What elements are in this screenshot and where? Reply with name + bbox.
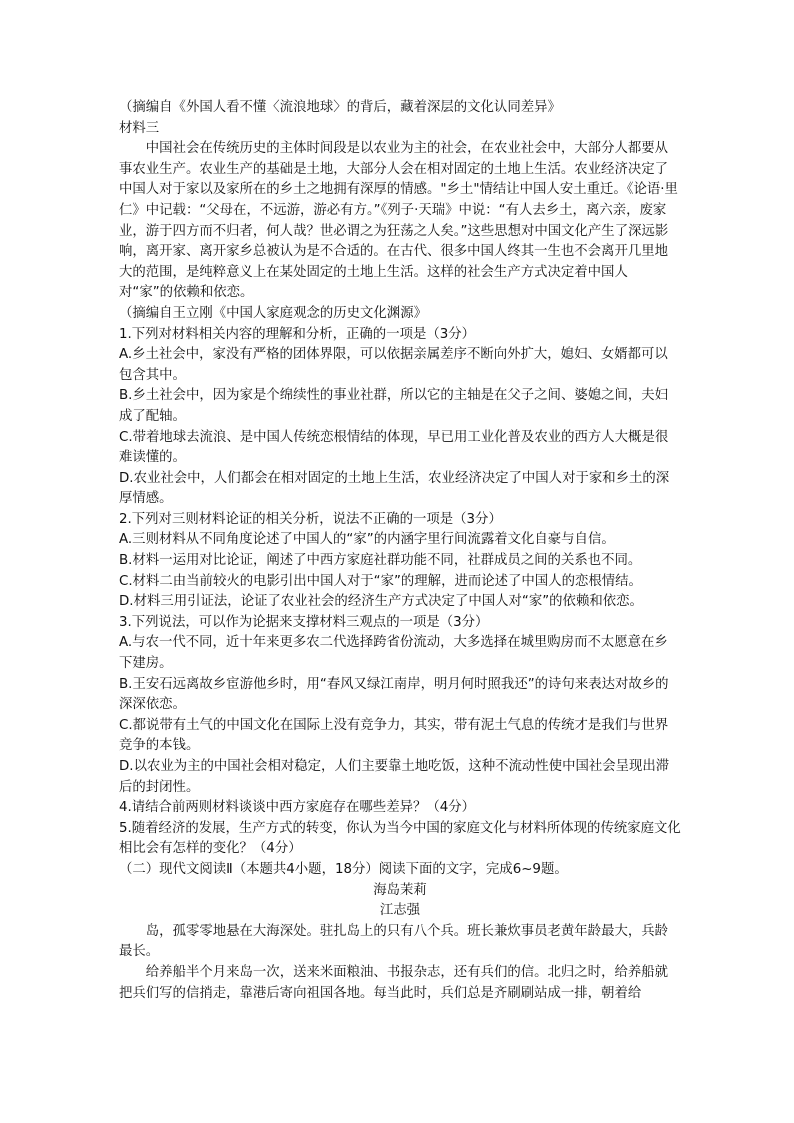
- question-3-option-d: D.以农业为主的中国社会相对稳定，人们主要靠土地吃饭，这种不流动性使中国社会呈现出滞后的封闭性。: [119, 759, 670, 795]
- question-3-option-c: C.都说带有土气的中国文化在国际上没有竞争力，其实，带有泥土气息的传统才是我们与世界竞争的本钱。: [119, 717, 669, 754]
- question-3: 3.下列说法，可以作为论据来支撑材料三观点的一项是（3分）: [119, 614, 489, 630]
- story-paragraph-2: 给养船半个月来岛一次，送来米面粮油、书报杂志，还有兵们的信。北归之时，给养船就把兵们写的信捎走，靠港后寄向祖国各地。每当此时，兵们总是齐刷刷站成一排，朝着给: [119, 964, 669, 1001]
- question-1-option-c: C.带着地球去流浪、是中国人传统恋根情结的体现，早已用工业化普及农业的西方人大概是很难读懂的。: [119, 429, 669, 466]
- question-4: 4.请结合前两则材料谈谈中西方家庭存在哪些差异？（4分）: [119, 800, 476, 816]
- question-5: 5.随着经济的发展，生产方式的转变，你认为当今中国的家庭文化与材料所体现的传统家庭文化相比会有怎样的变化？（4分）: [119, 820, 681, 857]
- question-1: 1.下列对材料相关内容的理解和分析，正确的一项是（3分）: [119, 326, 476, 342]
- question-2-option-a: A.三则材料从不同角度论述了中国人的“家”的内涵字里行间流露着文化自豪与自信。: [119, 532, 615, 548]
- question-2: 2.下列对三则材料论证的相关分析，说法不正确的一项是（3分）: [119, 511, 502, 527]
- question-3-option-b: B.王安石远离故乡宦游他乡时，用“春风又绿江南岸，明月何时照我还”的诗句来表达对故乡的深深依恋。: [119, 676, 669, 713]
- material-3-heading: 材料三: [119, 120, 160, 136]
- source-citation-2: （摘编自王立刚《中国人家庭观念的历史文化渊源》: [119, 305, 427, 321]
- story-author: 江志强: [379, 903, 421, 919]
- question-1-option-b: B.乡土社会中，因为家是个绵续性的事业社群，所以它的主轴是在父子之间、婆媳之间，夫妇成了配轴。: [119, 388, 669, 424]
- question-2-option-d: D.材料三用引证法，论证了农业社会的经济生产方式决定了中国人对“家”的依赖和依恋。: [119, 594, 643, 610]
- source-citation-1: （摘编自《外国人看不懂〈流浪地球〉的背后，藏着深层的文化认同差异》: [119, 100, 561, 115]
- story-paragraph-1: 岛，孤零零地悬在大海深处。驻扎岛上的只有八个兵。班长兼炊事员老黄年龄最大，兵龄最长。: [119, 923, 669, 960]
- material-3-paragraph: 中国社会在传统历史的主体时间段是以农业为主的社会，在农业社会中，大部分人都要从事农业生产。农业生产的基础是土地，大部分人会在相对固定的土地上生活。农业经济决定了中国人对于家以及家所在的乡土之地拥有深厚的情感。"乡土"情结让中国人安土重迁。《论语·里仁》中记载：“父母在，不远游，游必有方。”《列子·天瑞》中说：“有人去乡土，离六亲，废家业，游于四方而不归者，何人哉？世必谓之为狂荡之人矣。”这些思想对中国文化产生了深远影响，离开家、离开家乡总被认为是不合适的。在古代、很多中国人终其一生也不会离开几里地大的范围，是纯粹意义上在某处固定的土地上生活。这样的社会生产方式决定着中国人对“家”的依赖和依恋。: [119, 141, 678, 301]
- section-2-heading: （二）现代文阅读Ⅱ（本题共4小题，18分）阅读下面的文字，完成6~9题。: [119, 861, 568, 877]
- document-body: [119, 98, 681, 1004]
- story-title: 海岛茉莉: [373, 882, 427, 898]
- question-2-option-b: B.材料一运用对比论证，阐述了中西方家庭社群功能不同，社群成员之间的关系也不同。: [119, 553, 642, 569]
- question-2-option-c: C.材料二由当前较火的电影引出中国人对于“家”的理解，进而论述了中国人的恋根情结。: [119, 573, 642, 589]
- question-3-option-a: A.与农一代不同，近十年来更多农二代选择跨省份流动，大多选择在城里购房而不太愿意在乡下建房。: [119, 635, 668, 672]
- question-1-option-d: D.农业社会中，人们都会在相对固定的土地上生活，农业经济决定了中国人对于家和乡土的深厚情感。: [119, 470, 670, 507]
- question-1-option-a: A.乡土社会中，家没有严格的团体界限，可以依据亲属差序不断向外扩大，媳妇、女婿都可以包含其中。: [119, 347, 668, 383]
